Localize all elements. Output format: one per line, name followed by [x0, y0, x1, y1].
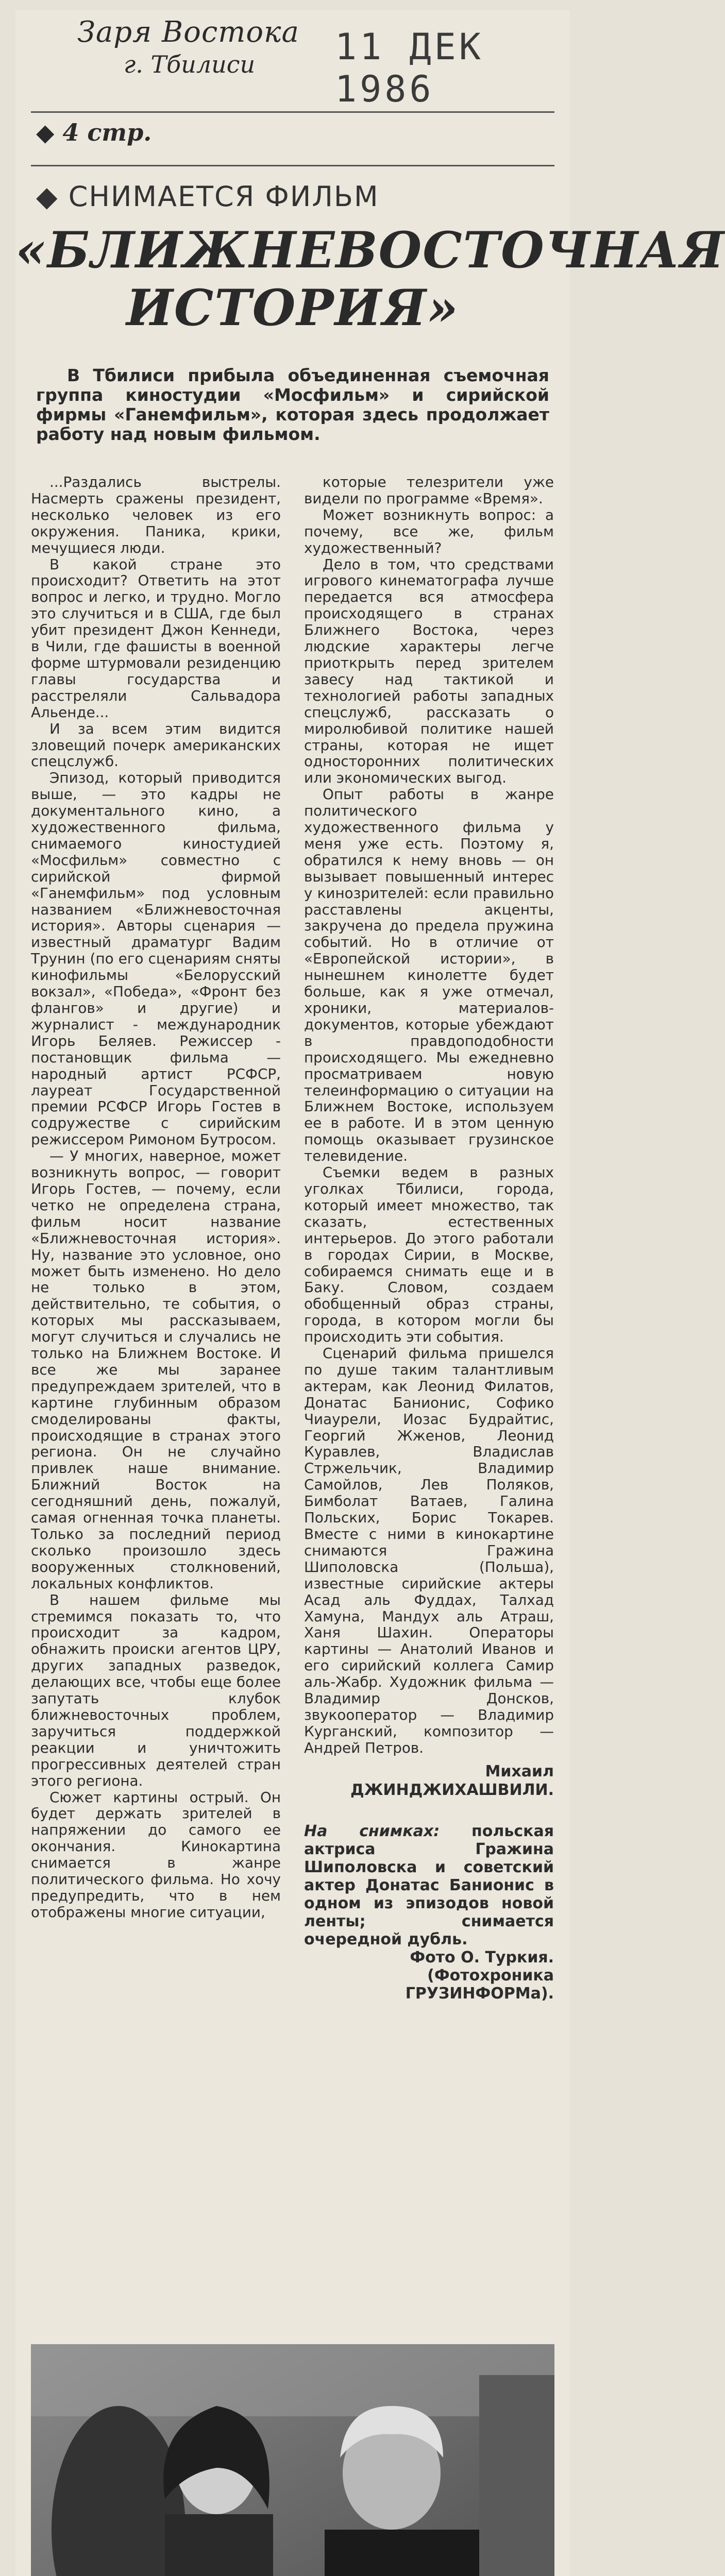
- paragraph: И за всем этим видится зловещий почерк американских спецслужб.: [31, 720, 281, 770]
- clipping-header: [15, 10, 570, 124]
- paragraph: ...Раздались выстрелы. Насмерть сражены президент, несколько человек из его окружения. Паника, крики, мечущиеся люди.: [31, 473, 281, 556]
- author-signature: Михаил ДЖИНДЖИХАШВИЛИ.: [350, 1762, 554, 1799]
- rubric: ◆ СНИМАЕТСЯ ФИЛЬМ: [36, 180, 379, 213]
- diamond-icon: ◆: [36, 180, 69, 213]
- paragraph: которые телезрители уже видели по программе «Время».: [304, 473, 554, 507]
- paragraph: Может возникнуть вопрос: а почему, все же, фильм художественный?: [304, 506, 554, 556]
- paragraph: Сценарий фильма пришелся по душе таким талантливым актерам, как Леонид Филатов, Донатас Банионис, Софико Чиаурели, Иозас Будрайтис, Георгий Жженов, Леонид Куравлев, Владислав Стржельчик, Владимир Самойлов, Лев Поляков, Бимболат Ватаев, Галина Польских, Борис Токарев. Вместе с ними в кинокартине снимаются Гражина Шиполовска (Польша), известные сирийские актеры Асад аль Фуддах, Талхад Хамуна, Мандух аль Атраш, Ханя Шахин. Операторы картины — Анатолий Иванов и его сирийский коллега Самир аль-Жабр. Художник фильма — Владимир Донсков, звукооператор — Владимир Курганский, композитор — Андрей Петров.: [304, 1345, 554, 1756]
- article-column-left: [31, 474, 281, 1921]
- article-title: «БЛИЖНЕВОСТОЧНАЯ ИСТОРИЯ»: [15, 221, 725, 337]
- diamond-icon: ◆: [36, 118, 63, 146]
- photo-image: [31, 2344, 554, 2576]
- date-stamp: 11 ДЕК 1986: [335, 26, 484, 110]
- newspaper-clipping: [15, 10, 725, 2576]
- caption-label: На снимках:: [304, 1822, 440, 1840]
- article-column-right: [304, 474, 554, 2003]
- divider: [31, 111, 554, 113]
- page-number: ◆ 4 стр.: [36, 118, 152, 146]
- paragraph: В нашем фильме мы стремимся показать то, что происходит за кадром, обнажить происки агентов ЦРУ, других западных разведок, делающих все, чтобы еще более запутать клубок ближневосточных проблем, заручиться поддержкой реакции и уничтожить прогрессивных деятелей стран этого региона.: [31, 1591, 281, 1789]
- photo-actors-portrait: [31, 2344, 554, 2576]
- article-lead: В Тбилиси прибыла объединенная съемочная группа киностудии «Мосфильм» и сирийской фирмы «Ганемфильм», которая здесь продолжает работу над новым фильмом.: [36, 365, 549, 444]
- photo-caption: [304, 1822, 554, 2003]
- newspaper-city: г. Тбилиси: [124, 50, 256, 78]
- divider: [31, 165, 554, 166]
- paragraph: Съемки ведем в разных уголках Тбилиси, города, который имеет множество, так сказать, естественных интерьеров. До этого работали в городах Сирии, в Москве, собираемся снимать еще и в Баку. Словом, создаем обобщенный образ страны, города, в котором могли бы происходить эти события.: [304, 1164, 554, 1346]
- paragraph: Опыт работы в жанре политического художественного фильма у меня уже есть. Поэтому я, обратился к нему вновь — он вызывает повышенный интерес у кинозрителей: если правильно расставлены акценты, закручена до предела пружина событий. Но в отличие от «Европейской истории», в нынешнем кинолетте будет больше, как я уже отмечал, хроники, материалов-документов, которые убеждают в правдоподобности происходящего. Мы ежедневно просматриваем новую телеинформацию о ситуации на Ближнем Востоке, используем ее в работе. И в этом ценную помощь оказывает грузинское телевидение.: [304, 786, 554, 1165]
- paragraph: — У многих, наверное, может возникнуть вопрос, — говорит Игорь Гостев, — почему, если четко не определена страна, фильм носит название «Ближневосточная история». Ну, название это условное, оно может быть изменено. Но дело не только в этом, действительно, те события, о которых мы рассказываем, могут случиться и случались не только на Ближнем Востоке. И все же мы заранее предупреждаем зрителей, что в картине глубинным образом смоделированы факты, происходящие в странах этого региона. Он не случайно привлек наше внимание. Ближний Восток на сегодняшний день, пожалуй, самая огненная точка планеты. Только за последний период сколько произошло здесь вооруженных столкновений, локальных конфликтов.: [31, 1147, 281, 1592]
- paragraph: В какой стране это происходит? Ответить на этот вопрос и легко, и трудно. Могло это случиться и в США, где был убит президент Джон Кеннеди, в Чили, где фашисты в военной форме штурмовали резиденцию главы государства и расстреляли Сальвадора Альенде...: [31, 555, 281, 721]
- paragraph: Сюжет картины острый. Он будет держать зрителей в напряжении до самого ее окончания. Кинокартина снимается в жанре политического фильма. Но хочу предупредить, что в нем отображены многие ситуации,: [31, 1788, 281, 1921]
- newspaper-name: Заря Востока: [77, 15, 299, 49]
- caption-text: польская актриса Гражина Шиполовска и советский актер Донатас Банионис в одном из эпизодов новой ленты; снимается очередной дубль.: [304, 1822, 554, 1948]
- paragraph: Дело в том, что средствами игрового кинематографа лучше передается вся атмосфера происходящего в странах Ближнего Востока, через людские характеры легче приоткрыть перед зрителем завесу над тактикой и технологией работы западных спецслужб, рассказать о миролюбивой политике нашей страны, которая не ищет односторонних политических или экономических выгод.: [304, 555, 554, 787]
- photo-credit: Фото О. Туркия. (Фотохроника ГРУЗИНФОРМа).: [405, 1948, 554, 2003]
- paragraph: Эпизод, который приводится выше, — это кадры не документального кино, а художественного фильма, снимаемого киностудией «Мосфильм» совместно с сирийской фирмой «Ганемфильм» под условным названием «Ближневосточная история». Авторы сценария — известный драматург Вадим Трунин (по его сценариям сняты кинофильмы «Белорусский вокзал», «Победа», «Фронт без флангов» и другие) и журналист - международник Игорь Беляев. Режиссер - постановщик фильма — народный артист РСФСР, лауреат Государственной премии РСФСР Игорь Гостев в содружестве с сирийским режиссером Римоном Бутросом.: [31, 769, 281, 1148]
